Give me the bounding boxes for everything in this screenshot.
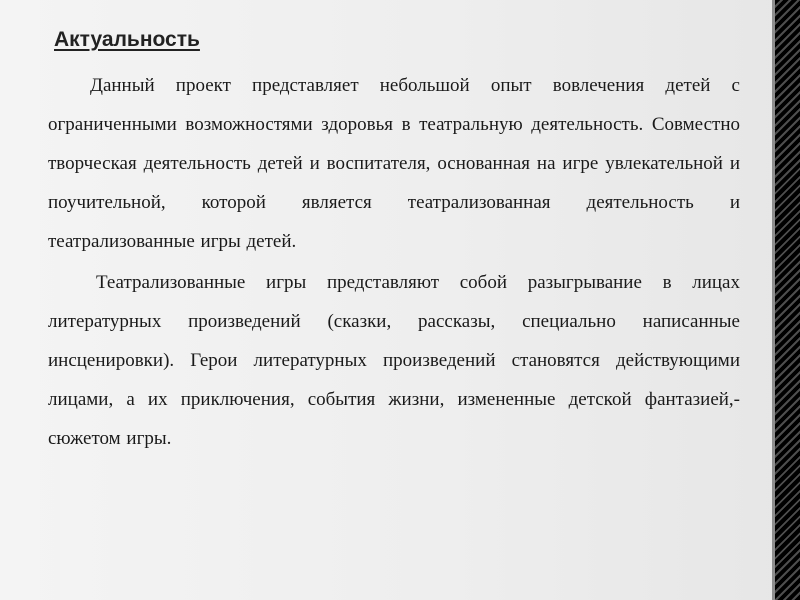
decorative-side-strip <box>772 0 800 600</box>
slide-title: Актуальность <box>54 28 200 51</box>
slide-content <box>48 28 740 458</box>
paragraph-intro: Данный проект представляет небольшой опыт вовлечения детей с ограниченными возможностями здоровья в театральную деятельность. Совместно творческая деятельность детей и воспитателя, основанная на игре увлекательной и поучительной, которой является театрализованная деятельность и театрализованные игры детей. <box>48 75 740 252</box>
paragraph-theatrical-games: Театрализованные игры представляют собой разыгрывание в лицах литературных произведений (сказки, рассказы, специально написанные инсценировки). Герои литературных произведений становятся действующими лицами, а их приключения, события жизни, измененные детской фантазией,- сюжетом игры. <box>48 272 740 449</box>
